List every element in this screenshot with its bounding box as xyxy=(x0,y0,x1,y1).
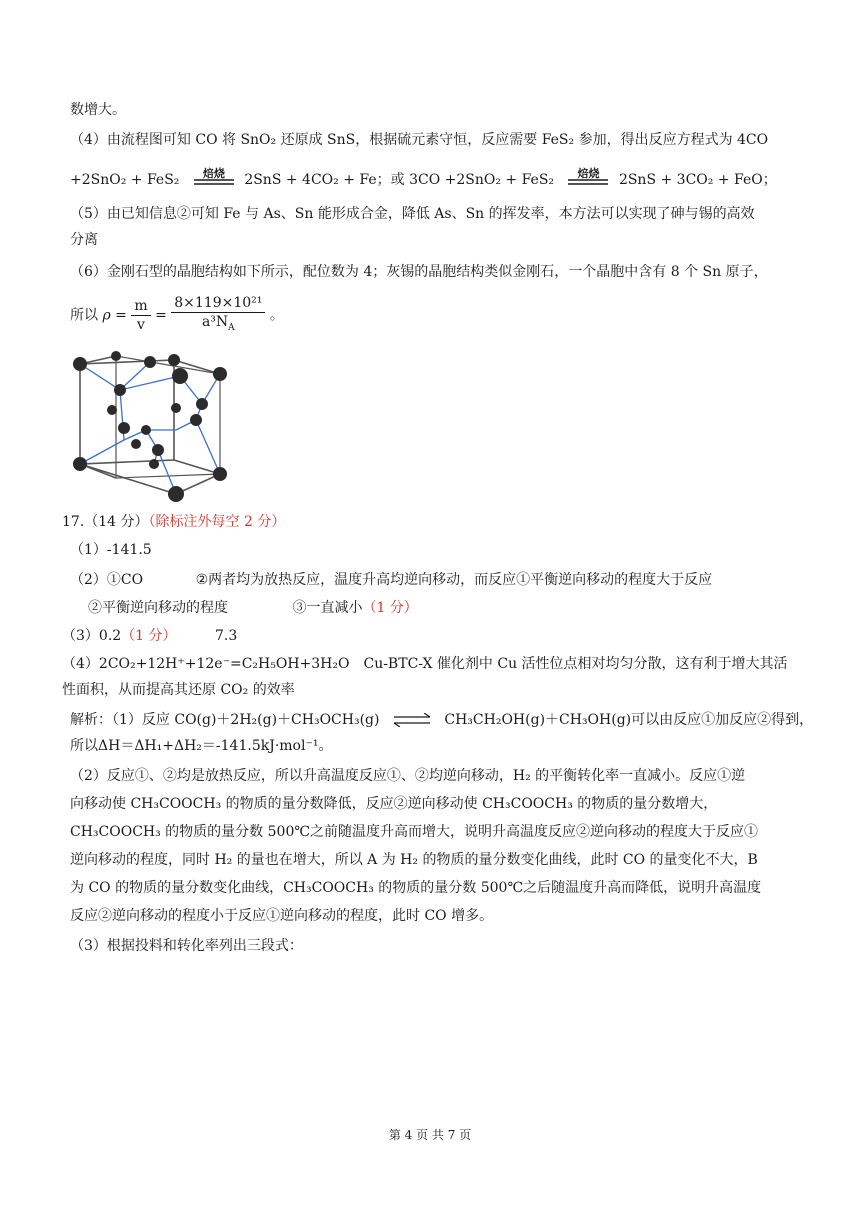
analysis-line: 所以ΔH＝ΔH₁+ΔH₂＝-141.5kJ·mol⁻¹。 xyxy=(70,738,333,754)
double-line-icon xyxy=(194,178,234,186)
text-line: （4）由流程图可知 CO 将 SnO₂ 还原成 SnS，根据硫元素守恒，反应需要 FeS₂ 参加，得出反应方程式为 4CO xyxy=(70,132,769,148)
atoms xyxy=(73,351,227,502)
analysis-part: CH₃CH₂OH(g)＋CH₃OH(g)可以由反应①加反应②得到， xyxy=(444,712,814,728)
analysis-line: （2）反应①、②均是放热反应，所以升高温度反应①、②均逆向移动，H₂ 的平衡转化率一直减小。反应①逆 xyxy=(70,768,746,784)
analysis-line: 向移动使 CH₃COOCH₃ 的物质的量分数降低，反应②逆向移动使 CH₃COOCH₃ 的物质的量分数增大， xyxy=(70,796,718,812)
analysis-line: CH₃COOCH₃ 的物质的量分数 500℃之前随温度升高而增大，说明升高温度反应②逆向移动的程度大于反应① xyxy=(70,824,759,840)
scoring-note: （除标注外每空 2 分） xyxy=(148,514,286,530)
density-formula xyxy=(70,294,794,337)
fraction-density xyxy=(171,294,265,337)
analysis-line: 反应②逆向移动的程度小于反应①逆向移动的程度，此时 CO 增多。 xyxy=(70,908,494,924)
answer-part: ②平衡逆向移动的程度 xyxy=(88,600,228,616)
answer-part: 7.3 xyxy=(214,628,238,644)
rho-symbol: ρ = xyxy=(102,307,132,324)
scoring-note: （1 分） xyxy=(362,600,418,616)
condition-label: 焙烧 xyxy=(577,167,600,180)
page-footer: 第 4 页 共 7 页 xyxy=(388,1128,472,1142)
formula-prefix: 所以 xyxy=(70,307,98,324)
answer-line xyxy=(88,598,812,618)
analysis-line: 逆向移动的程度，同时 H₂ 的量也在增大，所以 A 为 H₂ 的物质的量分数变化曲线，此时 CO 的量变化不大，B xyxy=(70,852,758,868)
text-line: （6）金刚石型的晶胞结构如下所示，配位数为 4；灰锡的晶胞结构类似金刚石，一个晶胞中含有 8 个 Sn 原子， xyxy=(70,264,768,280)
answer-line: 性面积，从而提高其还原 CO₂ 的效率 xyxy=(62,682,295,698)
fraction-m-over-v xyxy=(131,297,150,334)
numerator: 8×119×10²¹ xyxy=(171,294,265,313)
equals-sign: = xyxy=(155,307,172,324)
denominator-text: a³N xyxy=(201,314,229,330)
question-17-header xyxy=(62,512,786,532)
formula-end: 。 xyxy=(269,307,284,324)
answer-part: ③一直减小 xyxy=(292,600,363,616)
answer-line: （4）2CO₂+12H⁺+12e⁻=C₂H₅OH+3H₂O Cu-BTC-X 催化剂中 Cu 活性位点相对均匀分散，这有利于增大其活 xyxy=(62,656,788,672)
answer-part: （3）0.2 xyxy=(62,628,122,644)
double-line-icon xyxy=(568,178,608,186)
equation-part: 2SnS + 4CO₂ + Fe；或 3CO +2SnO₂ + FeS₂ xyxy=(244,172,555,188)
avogadro-subscript: A xyxy=(228,322,235,333)
answer-line xyxy=(70,570,794,590)
answer-line: （1）-141.5 xyxy=(70,542,152,558)
text-line: 分离 xyxy=(70,232,98,248)
analysis-line: （3）根据投料和转化率列出三段式： xyxy=(70,938,303,954)
text-line: （5）由已知信息②可知 Fe 与 As、Sn 能形成合金，降低 As、Sn 的挥发率，本方法可以实现了砷与锡的高效 xyxy=(70,206,755,222)
analysis-line xyxy=(70,710,814,730)
equation-part: 2SnS + 3CO₂ + FeO； xyxy=(618,172,777,188)
answer-part: （2）①CO xyxy=(70,572,144,588)
analysis-line: 为 CO 的物质的量分数变化曲线，CH₃COOCH₃ 的物质的量分数 500℃之后随温度升高而降低，说明升高温度 xyxy=(70,880,762,896)
denominator: v xyxy=(137,316,145,333)
answer-line xyxy=(62,626,786,646)
equilibrium-arrow-icon xyxy=(392,713,432,727)
scoring-note: （1 分） xyxy=(121,628,177,644)
answer-part: ②两者均为放热反应，温度升高均逆向移动，而反应①平衡逆向移动的程度大于反应 xyxy=(195,572,713,588)
reaction-condition-arrow xyxy=(194,167,234,190)
denominator xyxy=(171,313,265,337)
text-line: 数增大。 xyxy=(70,102,126,118)
equation-part: +2SnO₂ + FeS₂ xyxy=(70,172,180,188)
condition-label: 焙烧 xyxy=(202,167,225,180)
diamond-crystal-cell-diagram xyxy=(62,350,232,505)
equation-line xyxy=(70,167,794,190)
question-number: 17.（14 分） xyxy=(62,514,149,530)
analysis-part: 解析：（1）反应 CO(g)＋2H₂(g)＋CH₃OCH₃(g) xyxy=(70,712,380,728)
numerator: m xyxy=(131,297,150,316)
reaction-condition-arrow xyxy=(568,167,608,190)
